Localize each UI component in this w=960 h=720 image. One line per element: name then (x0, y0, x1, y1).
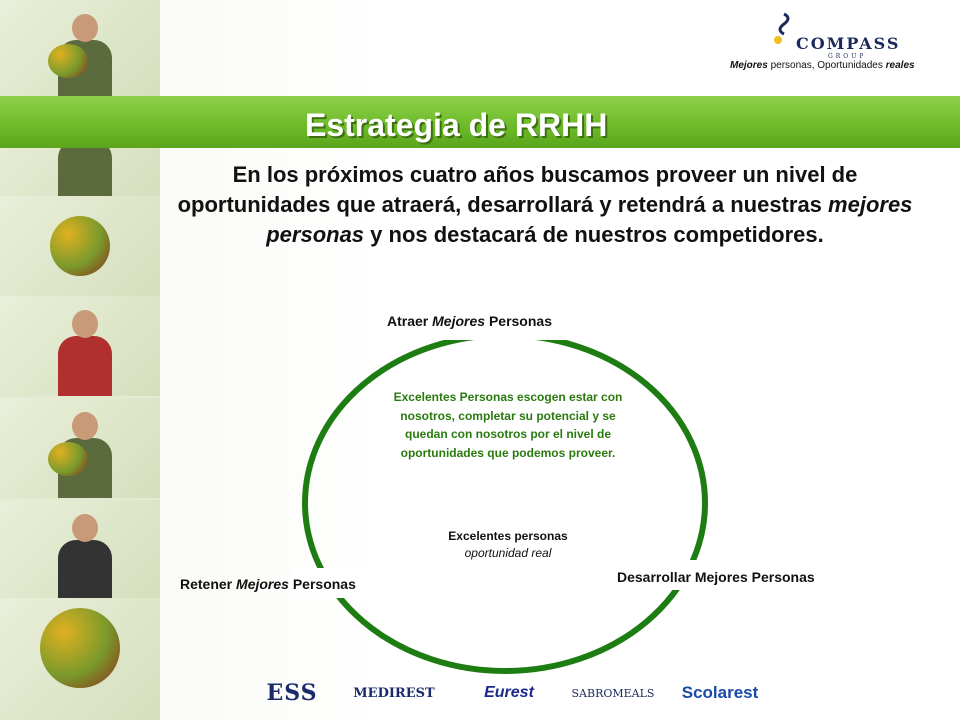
develop-label: Desarrollar Mejores Personas (617, 569, 815, 585)
tagline-emphasis: reales (885, 60, 915, 71)
attract-label (387, 313, 552, 329)
brand-logo-ess: ESS (266, 680, 318, 706)
center-subtitle-line: Excelentes personas (448, 529, 568, 543)
center-text: Excelentes Personas escogen estar con nosotros, completar su potencial y se quedan con nosotros por el nivel de oportunidades que podemos proveer. (393, 390, 623, 460)
brand-logo-sabromeals: SABROMEALS (571, 686, 655, 700)
label-emphasis: Mejores (432, 313, 486, 329)
intro-text: En los próximos cuatro años buscamos proveer un nivel de oportunidades que atraerá, desarrollará y retendrá a nuestras (177, 162, 858, 217)
label-emphasis: Mejores (236, 576, 289, 592)
company-name: COMPASS (796, 34, 901, 53)
label-text: Personas (288, 576, 356, 592)
retain-label (180, 576, 356, 592)
brand-logo-scolarest: Scolarest (681, 683, 759, 702)
brand-logo-medirest: MEDIREST (353, 685, 435, 701)
label-text: Retener (180, 576, 237, 592)
label-text: Personas (485, 313, 552, 329)
center-subtitle (388, 528, 628, 562)
intro-text: y nos destacará de nuestros competidores. (364, 222, 824, 247)
cycle-circle (305, 335, 705, 671)
brand-logo-eurest: Eurest (484, 684, 534, 701)
tagline-emphasis: Mejores (730, 60, 768, 71)
intro-emphasis: mejores personas (266, 192, 913, 247)
page-title: Estrategia de RRHH (305, 107, 608, 143)
company-group: GROUP (828, 53, 867, 60)
label-text: Atraer (387, 313, 433, 329)
center-subtitle-line: oportunidad real (464, 546, 552, 560)
tagline-text: personas, Oportunidades (767, 60, 886, 71)
